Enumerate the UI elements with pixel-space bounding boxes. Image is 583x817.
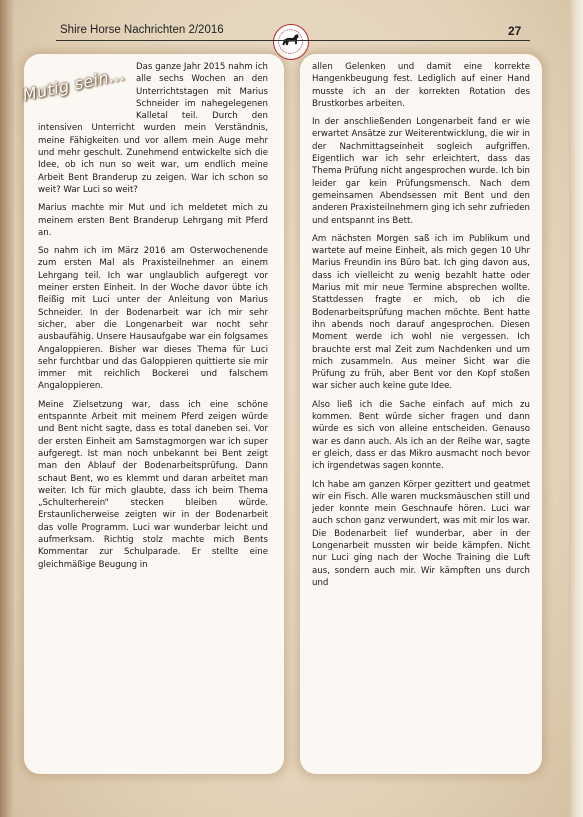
column-text-left [21,61,268,577]
page-number: 27 [508,24,522,38]
article-column-left [21,54,284,774]
paragraph: Marius machte mir Mut und ich meldetet mich zu meinem ersten Bent Branderup Lehrgang mit Pferd an. [38,203,268,238]
article-headline: Mutig sein... [21,64,128,105]
horse-icon [274,25,307,58]
lead-paragraph-wrapper [21,61,268,196]
paragraph: So nahm ich im März 2016 am Osterwochenende zum ersten Mal als Praxisteilnehmer an einem Lehrgang teil. Ich war unglaublich aufgeregt vor meiner ersten Einheit. In der Woche davor übte ich fleißig mit Luci unter der Anleitung von Marius Schneider. In der Bodenarbeit war ich mir sehr sicher, aber die Longenarbeit war nocht sehr ausbaufähig. Unsere Hausaufgabe war ein folgsames Angaloppieren. Bisher war dieses Thema für Luci sehr furchtbar und das Galoppieren quittierte sie mir immer mit reichlich Bockerei und falschem Angaloppieren. [38,246,268,392]
page-edge-left [0,0,14,817]
column-text-right [312,61,530,595]
shire-horse-logo [273,24,309,60]
paragraph: Meine Zielsetzung war, dass ich eine schöne entspannte Arbeit mit meinem Pferd zeigen würde und Bent nicht sagte, dass es total daneben sei. Vor der ersten Einheit am Samstagmorgen war ich super aufgeregt. Ist man noch unbekannt bei Bent zeigt man den Ablauf der Bodenarbeitsprüfung. Dann schaut Bent, wo es klemmt und daran arbeitet man weiter. Ich für mich glaubte, dass ich beim Thema „Schulterherein“ stecken bleiben würde. Erstaunlicherweise zeigten wir in der Bodenarbeit das volle Programm. Luci war wunderbar leicht und aufmerksam. Richtig stolz machte mich Bents Kommentar zur Schulparade. Er stellte eine gleichmäßige Beugung in [38,399,268,570]
page-edge-right [569,0,583,817]
header-rule [56,40,530,41]
headline-space [21,61,136,113]
paragraph: Also ließ ich die Sache einfach auf mich zu kommen. Bent würde sicher fragen und dann würde es sich von alleine entscheiden. Genauso war es dann auch. Als ich an der Reihe war, sagte er gleich, dass er das Mikro ausmacht noch bevor ich irgendetwas sagen konnte. [312,399,530,472]
paragraph: Das ganze Jahr 2015 nahm ich alle sechs Wochen an den Unterrichtstagen mit Marius Schneider im nahegelegenen Kalletal teil. Durch den intensiven Unterricht wurden mein Verständnis, meine Fähigkeiten und vor allem mein Auge mehr und mehr geschult. Zunehmend entwickelte sich die Idee, ob ich nun so weit war, um endlich meine Arbeit Bent Branderup zu zeigen. War ich schon so weit? War Luci so weit? [38,62,268,195]
paragraph: Ich habe am ganzen Körper gezittert und geatmet wir ein Fisch. Alle waren mucksmäuschen still und jeder konnte mein Geschnaufe hören. Luci war auch schon ganz verwundert, was mit mir los war. Die Bodenarbeit lief wunderbar, aber in der Longenarbeit mussten wir beide kämpfen. Nicht nur Luci ging nach der Woche Training die Luft aus, sondern auch mir. Wir kämpften uns durch und [312,479,530,588]
magazine-title: Shire Horse Nachrichten 2/2016 [60,24,224,36]
paragraph: In der anschließenden Longenarbeit fand er wie erwartet Ansätze zur Weiterentwicklung, die wir in der Nachmittagseinheit sogleich aufgriffen. Eigentlich war ich sehr erleichtert, dass das Thema Prüfung nicht angesprochen wurde. Ich bin leider gar kein Prüfungsmensch. Nach dem gemeinsamen Abendsessen mit Bent und den anderen Praxisteilnehmern ging ich sehr zufrieden und entspannt ins Bett. [312,117,530,226]
paragraph: Am nächsten Morgen saß ich im Publikum und wartete auf meine Einheit, als mich gegen 10 Uhr Marius Freundin ins Büro bat. Ich ging davon aus, dass ich vielleicht zu wenig bezahlt hatte oder Marius mit mir neue Termine absprechen wollte. Stattdessen fragte er mich, ob ich die Bodenarbeitsprüfung machen möchte. Bent hatte ihn abends noch darauf angesprochen. Diesen Moment werde ich wohl nie vergessen. Ich brauchte erst mal Zeit zum Nachdenken und um mich zusammeln. Aus meiner Sicht war die Prüfung zu früh, aber Bent vor den Kopf stoßen war sicher auch keine gute Idee. [312,233,530,392]
article-column-right [300,54,542,774]
paragraph: allen Gelenken und damit eine korrekte Hangenkbeugung fest. Lediglich auf einer Hand musste ich an der korrekten Rotation des Brustkorbes arbeiten. [312,62,530,109]
